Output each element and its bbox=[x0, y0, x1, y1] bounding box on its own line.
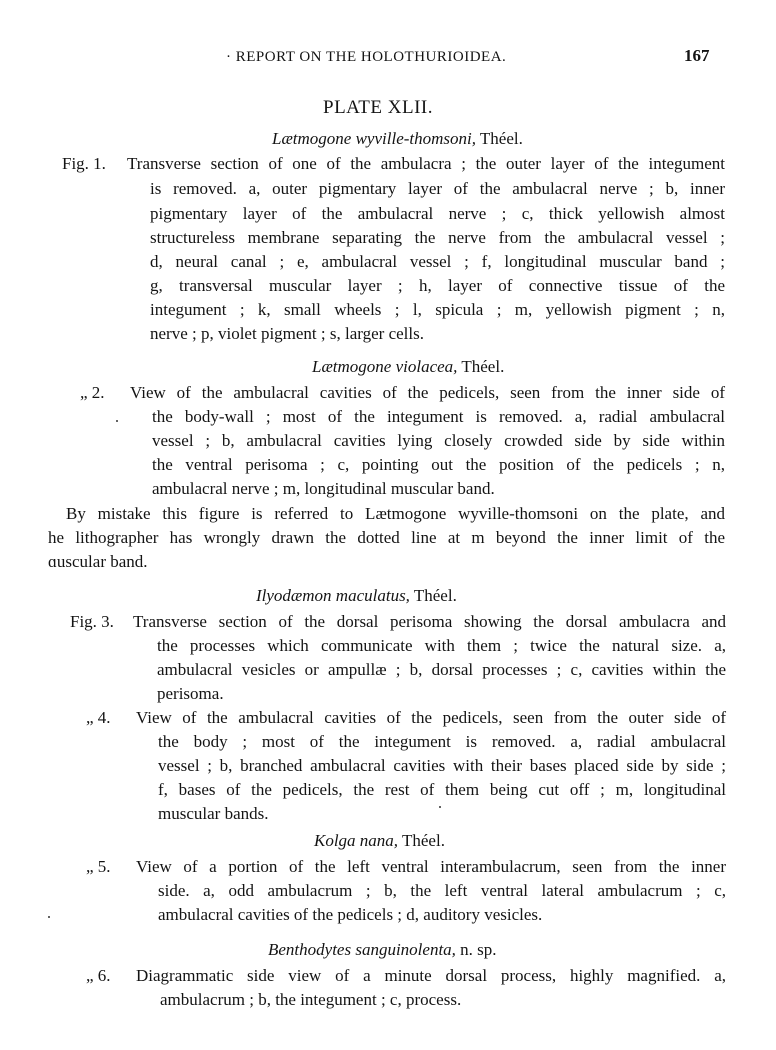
caption-line: View of a portion of the left ventral interambulacrum, seen from the inner bbox=[136, 857, 726, 876]
caption-line: perisoma. bbox=[157, 684, 224, 703]
caption-line: d, neural canal ; e, ambulacral vessel ; f, longitudinal muscular band ; bbox=[150, 252, 725, 271]
caption-line: pigmentary layer of the ambulacral nerve ; c, thick yellowish almost bbox=[150, 204, 725, 223]
plate-title: PLATE XLII. bbox=[323, 97, 433, 118]
print-speck bbox=[439, 806, 441, 808]
caption-line: ambulacral nerve ; m, longitudinal muscular band. bbox=[152, 479, 495, 498]
caption-line: Transverse section of one of the ambulacra ; the outer layer of the integument bbox=[127, 154, 725, 173]
print-speck bbox=[116, 420, 118, 422]
figure-label: „ 2. bbox=[80, 383, 105, 402]
caption-line: vessel ; b, ambulacral cavities lying closely crowded side by side within bbox=[152, 431, 725, 450]
caption-line: integument ; k, small wheels ; l, spicula ; m, yellowish pigment ; n, bbox=[150, 300, 725, 319]
figure-label: „ 6. bbox=[86, 966, 111, 985]
figure-label: Fig. 1. bbox=[62, 154, 106, 173]
species-heading: Benthodytes sanguinolenta, n. sp. bbox=[268, 940, 497, 959]
running-title: · REPORT ON THE HOLOTHURIOIDEA. bbox=[226, 49, 507, 65]
figure-label: Fig. 3. bbox=[70, 612, 114, 631]
figure-label: „ 4. bbox=[86, 708, 111, 727]
species-heading: Lætmogone violacea, Théel. bbox=[312, 357, 505, 376]
caption-line: the ventral perisoma ; c, pointing out the position of the pedicels ; n, bbox=[152, 455, 725, 474]
species-heading: Lætmogone wyville-thomsoni, Théel. bbox=[272, 129, 523, 148]
caption-line: Transverse section of the dorsal perisoma showing the dorsal ambulacra and bbox=[133, 612, 726, 631]
caption-line: structureless membrane separating the nerve from the ambulacral vessel ; bbox=[150, 228, 725, 247]
species-heading: Ilyodæmon maculatus, Théel. bbox=[256, 586, 457, 605]
caption-line: ambulacral cavities of the pedicels ; d, auditory vesicles. bbox=[158, 905, 543, 924]
caption-line: nerve ; p, violet pigment ; s, larger cells. bbox=[150, 324, 424, 343]
caption-line: the body-wall ; most of the integument is removed. a, radial ambulacral bbox=[152, 407, 725, 426]
page-number: 167 bbox=[684, 46, 710, 65]
caption-line: View of the ambulacral cavities of the pedicels, seen from the outer side of bbox=[136, 708, 726, 727]
caption-line: side. a, odd ambulacrum ; b, the left ventral lateral ambulacrum ; c, bbox=[158, 881, 726, 900]
caption-line: ambulacrum ; b, the integument ; c, process. bbox=[160, 990, 462, 1009]
print-speck bbox=[48, 916, 50, 918]
caption-line: the processes which communicate with them ; twice the natural size. a, bbox=[157, 636, 726, 655]
note-line: By mistake this figure is referred to Lætmogone wyville-thomsoni on the plate, and bbox=[66, 504, 725, 523]
caption-line: f, bases of the pedicels, the rest of them being cut off ; m, longitudinal bbox=[158, 780, 726, 799]
note-line: he lithographer has wrongly drawn the dotted line at m beyond the inner limit of the bbox=[48, 528, 725, 547]
species-heading: Kolga nana, Théel. bbox=[314, 831, 445, 850]
figure-label: „ 5. bbox=[86, 857, 111, 876]
caption-line: View of the ambulacral cavities of the pedicels, seen from the inner side of bbox=[130, 383, 725, 402]
caption-line: the body ; most of the integument is removed. a, radial ambulacral bbox=[158, 732, 726, 751]
note-line: ɑuscular band. bbox=[48, 552, 148, 571]
caption-line: is removed. a, outer pigmentary layer of the ambulacral nerve ; b, inner bbox=[150, 179, 725, 198]
caption-line: g, transversal muscular layer ; h, layer of connective tissue of the bbox=[150, 276, 725, 295]
caption-line: muscular bands. bbox=[158, 804, 269, 823]
caption-line: ambulacral vesicles or ampullæ ; b, dorsal processes ; c, cavities within the bbox=[157, 660, 726, 679]
caption-line: Diagrammatic side view of a minute dorsal process, highly magnified. a, bbox=[136, 966, 726, 985]
caption-line: vessel ; b, branched ambulacral cavities with their bases placed side by side ; bbox=[158, 756, 726, 775]
